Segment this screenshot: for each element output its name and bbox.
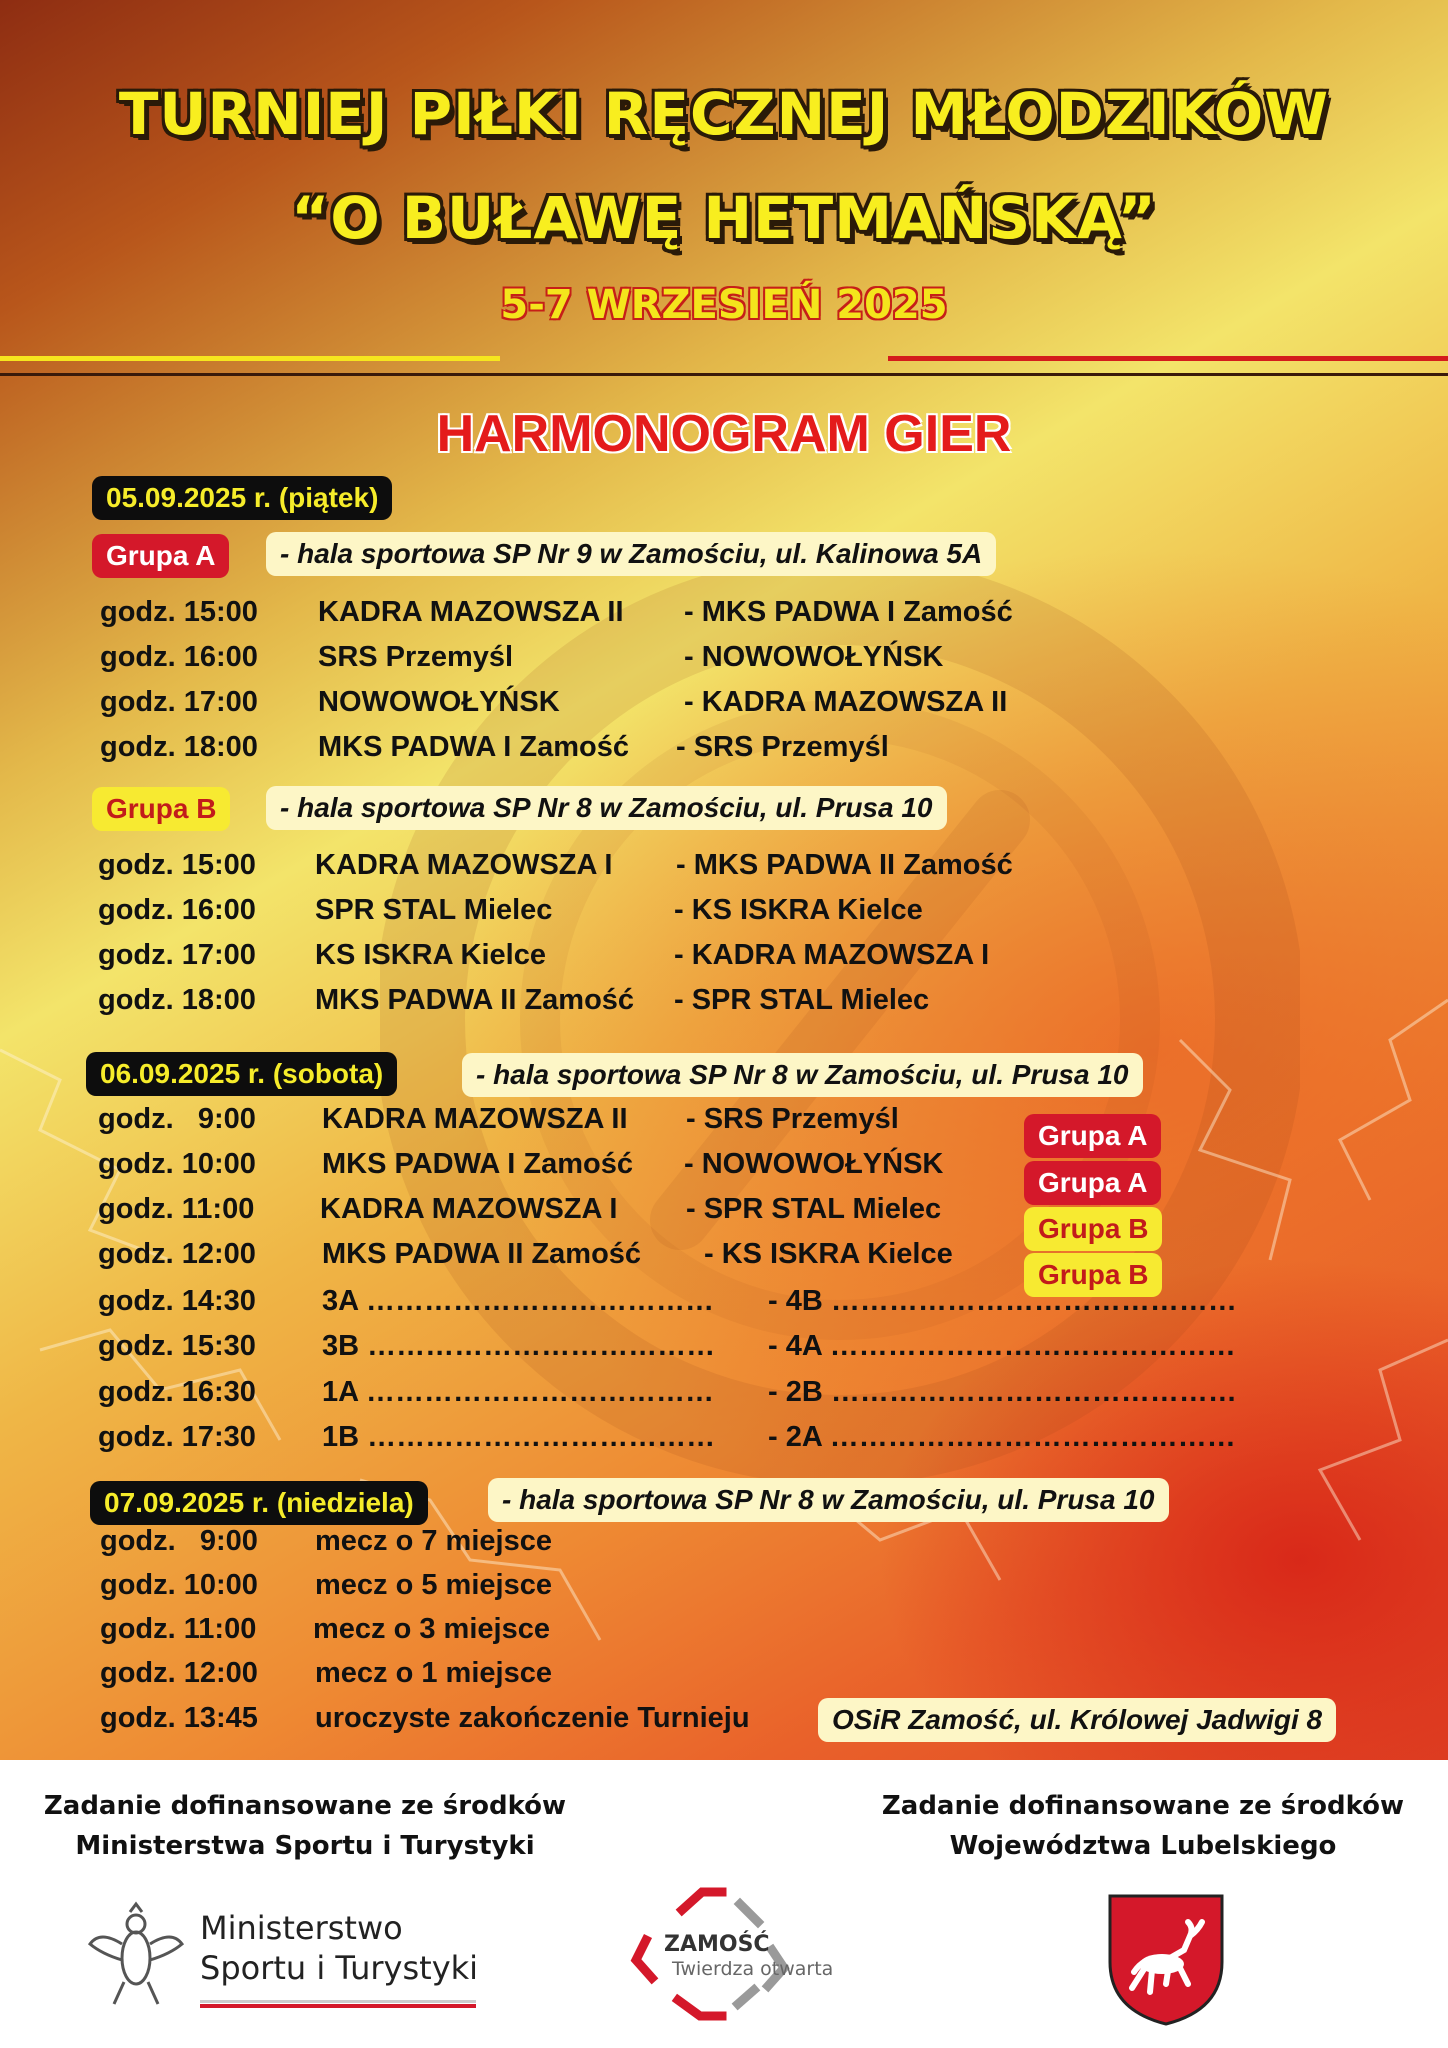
game-away: - MKS PADWA II Zamość [676, 849, 1013, 881]
placement-home: 1A ……………………………… [322, 1376, 715, 1408]
flag-stripe-red [200, 2004, 476, 2008]
final-event: uroczyste zakończenie Turnieju [315, 1702, 750, 1734]
game-home: MKS PADWA I Zamość [318, 731, 629, 763]
game-home: MKS PADWA I Zamość [322, 1148, 633, 1180]
funding-note-right [838, 1786, 1448, 1866]
game-away: - SPR STAL Mielec [686, 1193, 942, 1225]
funding-left-line1: Zadanie dofinansowane ze środków [43, 1791, 567, 1821]
game-home: KADRA MAZOWSZA I [315, 849, 613, 881]
game-away: - NOWOWOŁYŃSK [684, 1148, 944, 1180]
placement-time: godz. 17:30 [98, 1421, 256, 1453]
game-time: godz. 18:00 [100, 731, 258, 763]
placement-home: 3A ……………………………… [322, 1285, 715, 1317]
divider-dark [0, 373, 1448, 376]
game-away: - KS ISKRA Kielce [704, 1238, 953, 1270]
game-away: - KS ISKRA Kielce [674, 894, 923, 926]
placement-time: godz. 15:30 [98, 1330, 256, 1362]
game-away: - KADRA MAZOWSZA II [684, 686, 1008, 718]
final-event: mecz o 7 miejsce [315, 1525, 552, 1557]
day2-date-label: 06.09.2025 r. (sobota) [86, 1052, 397, 1096]
day1-date-label: 05.09.2025 r. (piątek) [92, 476, 392, 520]
zamosc-logo-name: ZAMOŚĆ [664, 1932, 770, 1957]
placement-away: - 2A …………………………………… [768, 1421, 1236, 1453]
game-away: - KADRA MAZOWSZA I [674, 939, 990, 971]
game-away: - SRS Przemyśl [686, 1103, 899, 1135]
game-time: godz. 10:00 [98, 1148, 256, 1180]
funding-note-left [0, 1786, 610, 1866]
day2-venue: - hala sportowa SP Nr 8 w Zamościu, ul. Prusa 10 [462, 1053, 1143, 1097]
game-home: MKS PADWA II Zamość [322, 1238, 642, 1270]
day2-group-badge: Grupa A [1024, 1114, 1161, 1158]
game-home: NOWOWOŁYŃSK [318, 686, 560, 718]
game-time: godz. 15:00 [100, 596, 258, 628]
title-line-2: “O BUŁAWĘ HETMAŃSKĄ” [291, 184, 1157, 252]
ministry-logo-line1: Ministerstwo [200, 1909, 403, 1947]
placement-time: godz. 14:30 [98, 1285, 256, 1317]
game-home: MKS PADWA II Zamość [315, 984, 635, 1016]
game-time: godz. 11:00 [98, 1193, 255, 1225]
closing-venue: OSiR Zamość, ul. Królowej Jadwigi 8 [818, 1698, 1336, 1742]
game-home: KS ISKRA Kielce [315, 939, 546, 971]
game-home: SPR STAL Mielec [315, 894, 553, 926]
funding-right-line2: Województwa Lubelskiego [949, 1831, 1337, 1861]
day1-group-a-venue: - hala sportowa SP Nr 9 w Zamościu, ul. Kalinowa 5A [266, 532, 996, 576]
day2-group-badge: Grupa B [1024, 1207, 1162, 1251]
ministry-logo-text [200, 1908, 478, 1988]
schedule-title: HARMONOGRAM GIER [436, 405, 1012, 463]
day1-group-b-badge: Grupa B [92, 787, 230, 831]
day2-group-badge: Grupa B [1024, 1253, 1162, 1297]
ministry-logo-line2: Sportu i Turystyki [200, 1949, 479, 1987]
placement-time: godz. 16:30 [98, 1376, 256, 1408]
game-time: godz. 17:00 [100, 686, 258, 718]
final-event: mecz o 5 miejsce [315, 1569, 552, 1601]
placement-away: - 2B …………………………………… [768, 1376, 1237, 1408]
eagle-emblem-icon [84, 1900, 188, 2012]
game-time: godz. 9:00 [98, 1103, 256, 1135]
game-time: godz. 16:00 [98, 894, 256, 926]
footer [0, 1760, 1448, 2048]
final-time: godz. 12:00 [100, 1657, 258, 1689]
funding-left-line2: Ministerstwa Sportu i Turystyki [75, 1831, 535, 1861]
title-line-1: TURNIEJ PIŁKI RĘCZNEJ MŁODZIKÓW [118, 80, 1330, 148]
game-away: - SPR STAL Mielec [674, 984, 930, 1016]
flag-stripe-white [200, 2000, 476, 2003]
zamosc-logo-tagline: Twierdza otwarta [672, 1958, 834, 1980]
divider-red [888, 356, 1448, 361]
final-event: mecz o 1 miejsce [315, 1657, 552, 1689]
game-home: KADRA MAZOWSZA II [318, 596, 624, 628]
game-away: - MKS PADWA I Zamość [684, 596, 1013, 628]
day1-group-a-badge: Grupa A [92, 534, 229, 578]
game-home: KADRA MAZOWSZA I [320, 1193, 618, 1225]
placement-away: - 4B …………………………………… [768, 1285, 1237, 1317]
game-time: godz. 12:00 [98, 1238, 256, 1270]
placement-away: - 4A …………………………………… [768, 1330, 1236, 1362]
placement-home: 1B ……………………………… [322, 1421, 716, 1453]
event-dates: 5-7 WRZESIEŃ 2025 [500, 282, 948, 328]
game-time: godz. 15:00 [98, 849, 256, 881]
final-time: godz. 11:00 [100, 1613, 257, 1645]
game-away: - SRS Przemyśl [676, 731, 889, 763]
final-time: godz. 13:45 [100, 1702, 258, 1734]
coat-of-arms-icon [1106, 1892, 1226, 2028]
game-away: - NOWOWOŁYŃSK [684, 641, 944, 673]
final-event: mecz o 3 miejsce [313, 1613, 550, 1645]
game-home: SRS Przemyśl [318, 641, 514, 673]
funding-right-line1: Zadanie dofinansowane ze środków [881, 1791, 1405, 1821]
day3-date-label: 07.09.2025 r. (niedziela) [90, 1481, 428, 1525]
game-time: godz. 18:00 [98, 984, 256, 1016]
day1-group-b-venue: - hala sportowa SP Nr 8 w Zamościu, ul. Prusa 10 [266, 786, 947, 830]
final-time: godz. 9:00 [100, 1525, 258, 1557]
placement-home: 3B ……………………………… [322, 1330, 716, 1362]
day2-group-badge: Grupa A [1024, 1161, 1161, 1205]
game-time: godz. 16:00 [100, 641, 258, 673]
day3-venue: - hala sportowa SP Nr 8 w Zamościu, ul. Prusa 10 [488, 1478, 1169, 1522]
final-time: godz. 10:00 [100, 1569, 258, 1601]
game-home: KADRA MAZOWSZA II [322, 1103, 628, 1135]
divider-yellow [0, 356, 500, 361]
game-time: godz. 17:00 [98, 939, 256, 971]
